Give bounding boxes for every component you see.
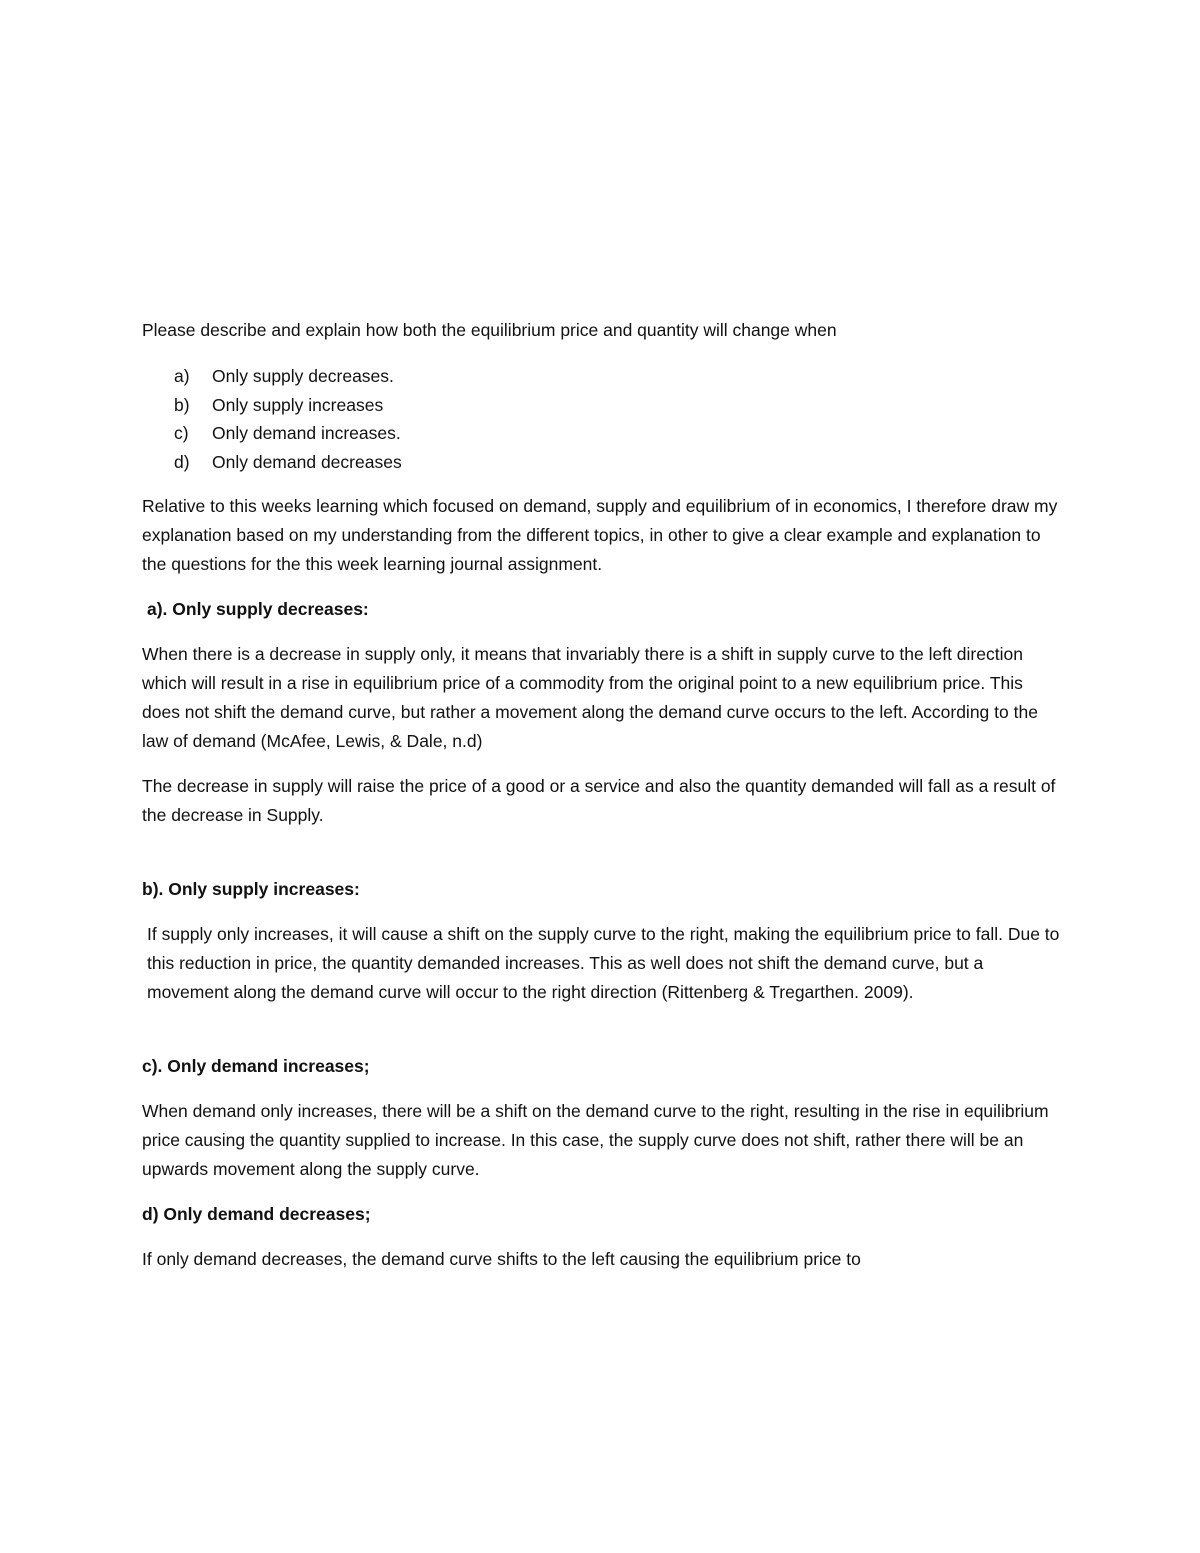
- list-item-text: Only demand decreases: [212, 452, 402, 473]
- list-item-text: Only supply decreases.: [212, 366, 394, 386]
- list-item-text: Only demand increases.: [212, 423, 401, 444]
- question-list: [142, 362, 1062, 477]
- section-d-paragraph-1: If only demand decreases, the demand curve shifts to the left causing the equilibrium price to: [142, 1248, 861, 1269]
- list-marker: b): [174, 394, 190, 415]
- list-item: [142, 448, 1062, 477]
- section-c-paragraph-1: When demand only increases, there will be a shift on the demand curve to the right, resulting in the rise in equilibrium price causing the quantity supplied to increase. In this case, the supply curve does not shift, rather there will be an upwards movement along the supply curve.: [142, 1100, 1049, 1179]
- section-c-heading: c). Only demand increases;: [142, 1055, 370, 1076]
- section-a-paragraph-2: The decrease in supply will raise the price of a good or a service and also the quantity demanded will fall as a result of the decrease in Supply.: [142, 775, 1056, 825]
- spacer: [142, 1023, 1062, 1052]
- spacer: [142, 846, 1062, 875]
- document-body: [142, 316, 1062, 1290]
- section-a-paragraph-1: When there is a decrease in supply only, it means that invariably there is a shift in supply curve to the left direction which will result in a rise in equilibrium price of a commodity from the original point to a new equilibrium price. This does not shift the demand curve, but rather a movement along the demand curve occurs to the left. According to the law of demand (McAfee, Lewis, & Dale, n.d): [142, 643, 1038, 751]
- section-d-heading: d) Only demand decreases;: [142, 1203, 371, 1224]
- intro-paragraph: Please describe and explain how both the equilibrium price and quantity will change when: [142, 320, 837, 340]
- list-item: [142, 419, 1062, 448]
- section-a-heading: a). Only supply decreases:: [147, 598, 369, 619]
- section-b-heading: b). Only supply increases:: [142, 878, 360, 899]
- list-marker: c): [174, 423, 189, 444]
- context-paragraph: Relative to this weeks learning which focused on demand, supply and equilibrium of in economics, I therefore draw my explanation based on my understanding from the different topics, in other to give a clear example and explanation to the questions for the this week learning journal assignment.: [142, 495, 1058, 574]
- section-b-paragraph-1: If supply only increases, it will cause a shift on the supply curve to the right, making the equilibrium price to fall. Due to this reduction in price, the quantity demanded increases. This as well does not shift the demand curve, but a movement along the demand curve will occur to the right direction (Rittenberg & Tregarthen. 2009).: [147, 923, 1060, 1002]
- list-item: [142, 362, 1062, 391]
- list-item: [142, 391, 1062, 420]
- list-item-text: Only supply increases: [212, 394, 384, 415]
- list-marker: a): [174, 366, 190, 386]
- list-marker: d): [174, 452, 190, 473]
